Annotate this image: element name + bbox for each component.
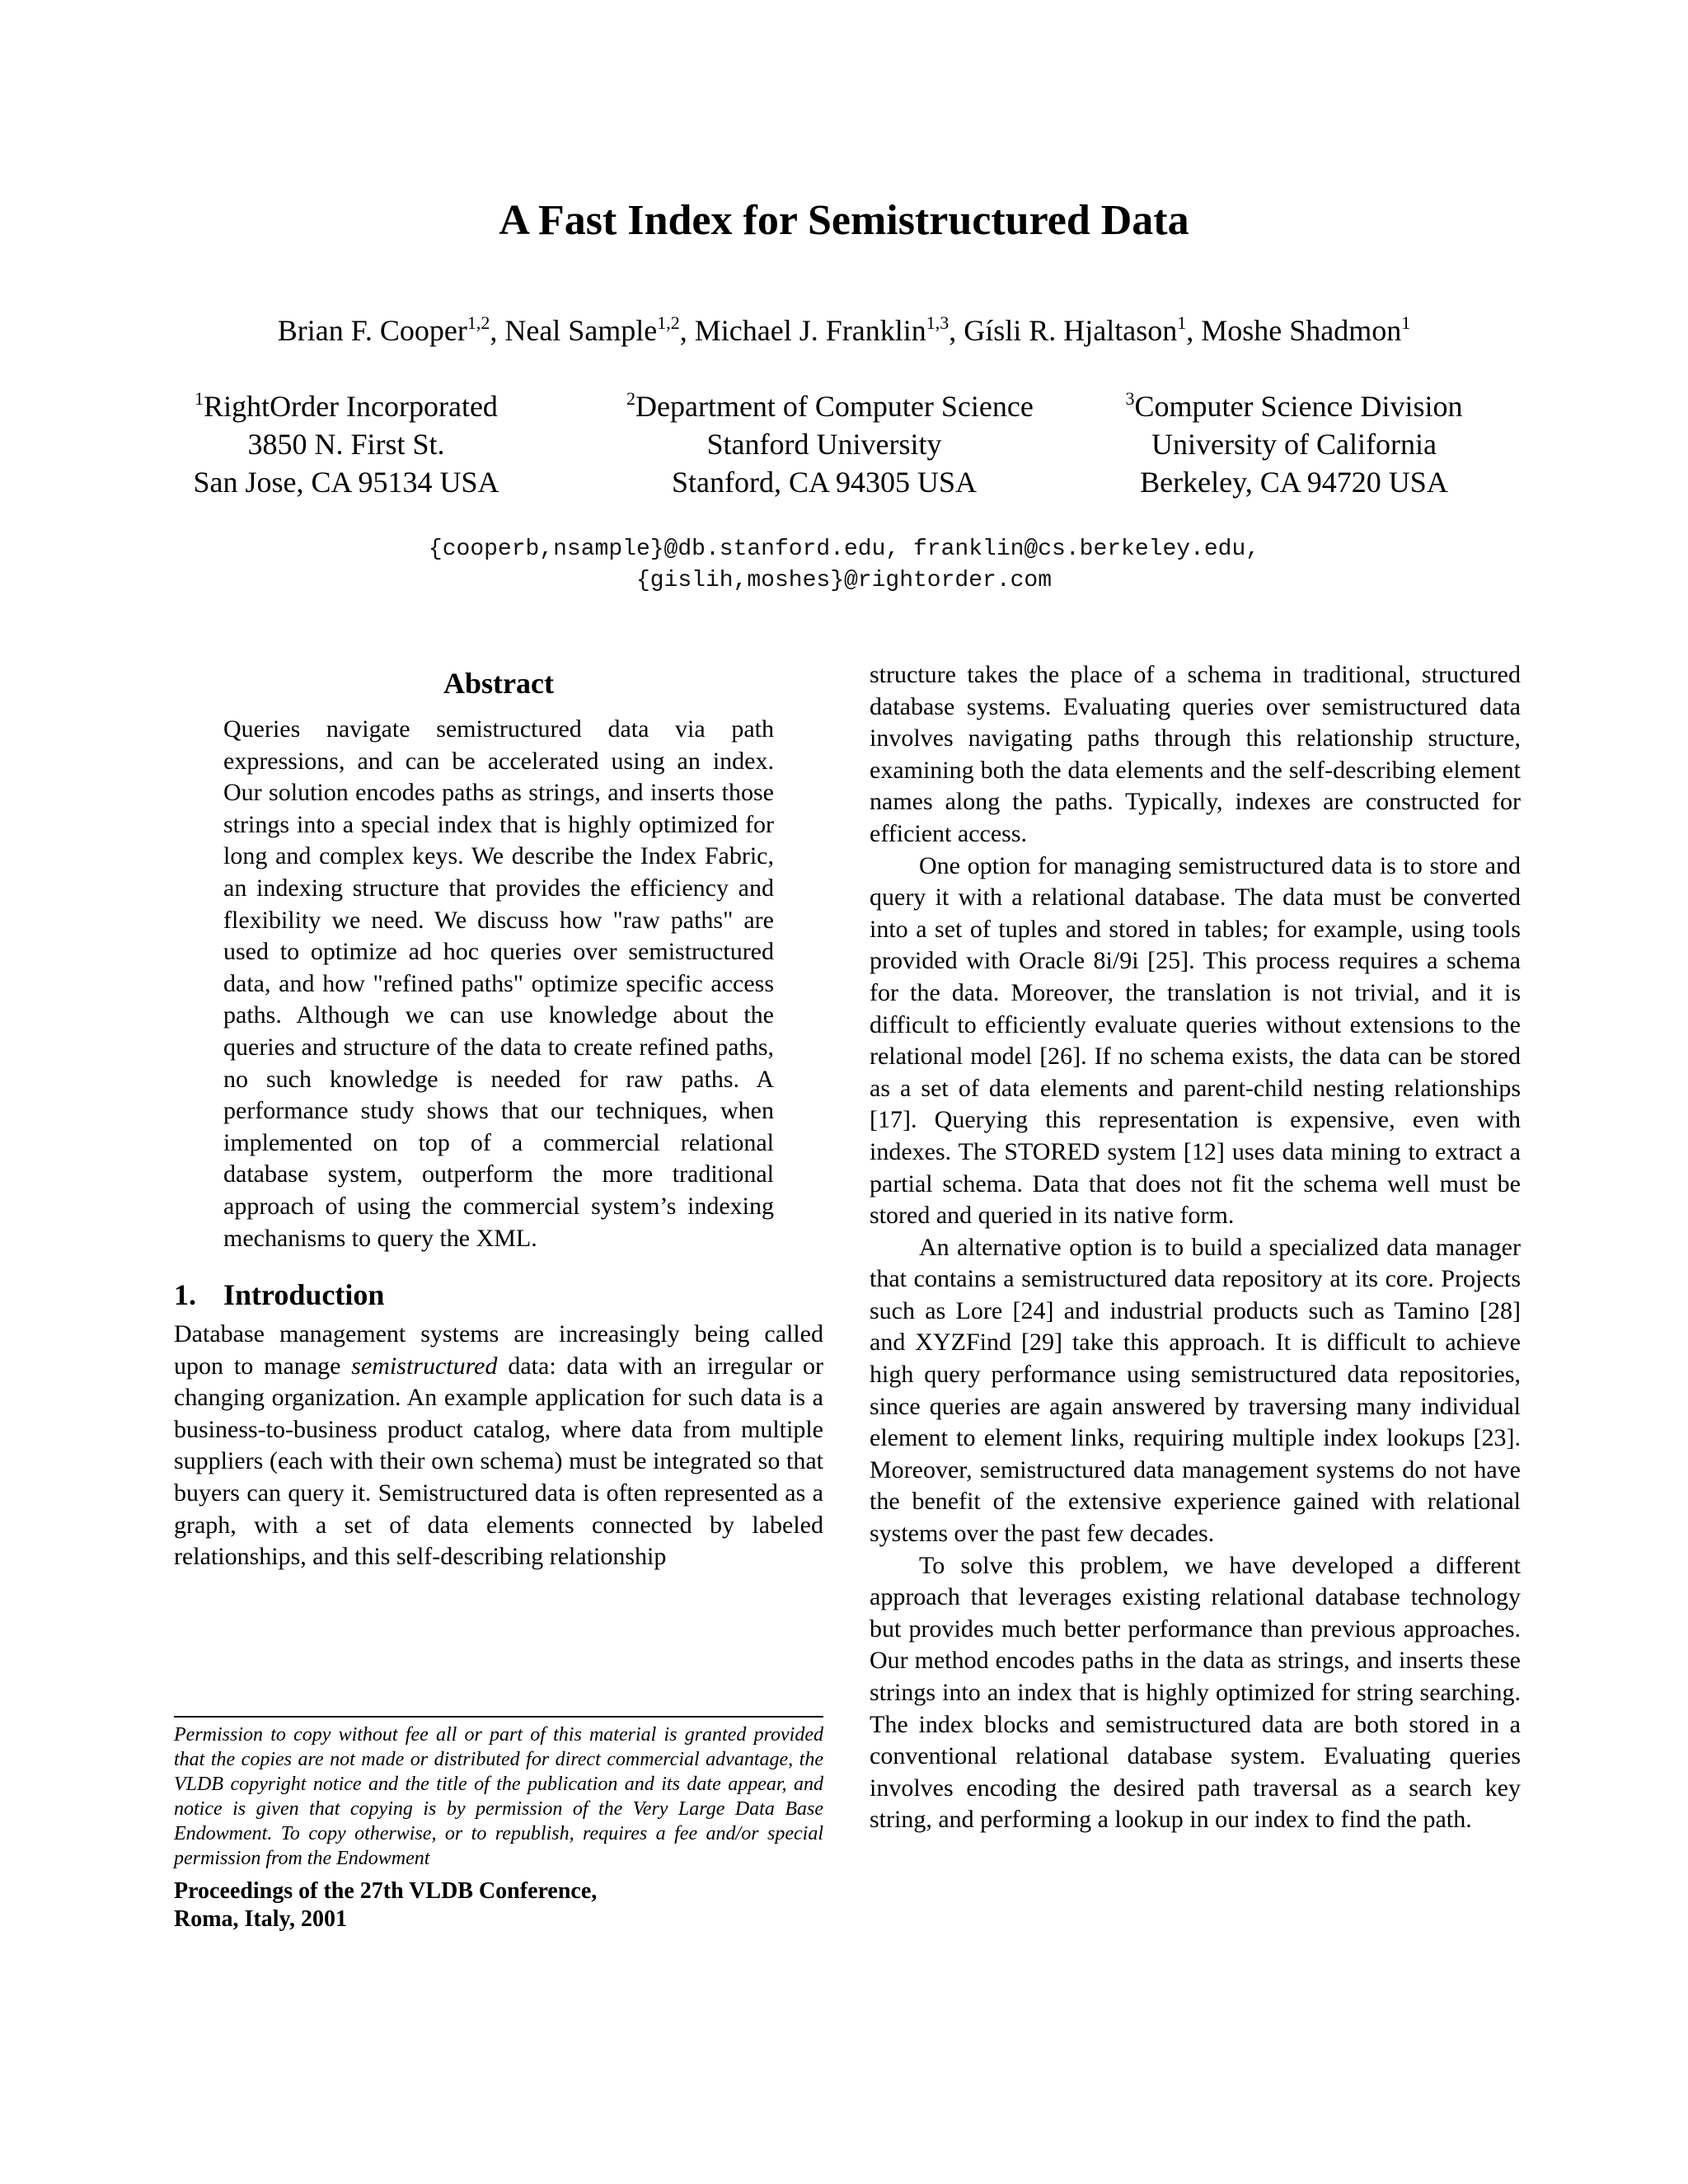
right-column (870, 659, 1521, 1836)
affiliation-mark: 2 (626, 388, 635, 409)
body-paragraph: One option for managing semistructured data is to store and query it with a relational database. The data must be converted into a set of tuples and stored in tables; for example, using tools provided with Oracle 8i/9i [25]. This process requires a schema for the data. Moreover, the translation is not trivial, and it is difficult to efficiently evaluate queries without extensions to the relational model [26]. If no schema exists, the data can be stored as a set of data elements and parent-child nesting relationships [17]. Querying this representation is expensive, even with indexes. The STORED system [12] uses data mining to extract a partial schema. Data that does not fit the schema well must be stored and queried in its native form. (870, 851, 1521, 1230)
intro-paragraph (174, 1319, 823, 1573)
author-separator: , (490, 314, 505, 347)
author-affiliation-mark: 1 (1401, 312, 1411, 333)
permission-notice: Permission to copy without fee all or part of this material is granted provided that the copies are not made or distributed for direct commercial advantage, the VLDB copyright notice and the title of the publication and its date appear, and notice is given that copying is by permission of the Very Large Data Base Endowment. To copy otherwise, or to republish, requires a fee and/or special permission from the Endowment (174, 1724, 823, 1869)
author-name: Brian F. Cooper (277, 314, 467, 347)
affiliation-stanford (626, 387, 1034, 501)
proceedings-info (174, 1877, 823, 1933)
author-separator: , (1186, 314, 1202, 347)
emphasis-text: semistructured (351, 1352, 498, 1380)
section-number: 1. (174, 1278, 196, 1312)
affiliation-mark: 3 (1125, 388, 1135, 409)
author-affiliation-mark: 1,2 (467, 312, 490, 333)
author-affiliation-mark: 1,2 (657, 312, 680, 333)
text-run: data: data with an irregular or changing organization. An example application for such data is a business-to-business product catalog, where data from multiple suppliers (each with their own schema) must be integrated so that buyers can query it. Semistructured data is often represented as a graph, with a set of data elements connected by labeled relationships, and this self-describing relationship (174, 1352, 823, 1571)
author-name: Gísli R. Hjaltason (964, 314, 1178, 347)
abstract-text: Queries navigate semistructured data via path expressions, and can be accelerated using an index. Our solution encodes paths as strings, and inserts those strings into a special index that is highly optimized for long and complex keys. We describe the Index Fabric, an indexing structure that provides the efficiency and flexibility we need. We discuss how "raw paths" are used to optimize ad hoc queries over semistructured data, and how "refined paths" optimize specific access paths. Although we can use knowledge about the queries and structure of the data to create refined paths, no such knowledge is needed for raw paths. A performance study shows that our techniques, when implemented on top of a commercial relational database system, outperform the more traditional approach of using the commercial system’s indexing mechanisms to query the XML. (223, 715, 774, 1252)
paper-title: A Fast Index for Semistructured Data (499, 197, 1189, 244)
affiliation-line (1096, 387, 1492, 425)
section-title: Introduction (223, 1278, 385, 1312)
email-line: {cooperb,nsample}@db.stanford.edu, franklin@cs.berkeley.edu, (428, 537, 1260, 562)
author-name: Neal Sample (504, 314, 658, 347)
section-heading-introduction (174, 1277, 823, 1312)
footnote-divider (174, 1716, 823, 1718)
author-separator: , (679, 314, 695, 347)
author-affiliation-mark: 1,3 (926, 312, 950, 333)
affiliation-line (626, 387, 1034, 425)
author-affiliation-mark: 1 (1177, 312, 1187, 333)
affiliation-street: 3850 N. First St. (247, 428, 445, 461)
proceedings-line: Roma, Italy, 2001 (174, 1906, 347, 1932)
author-name: Moshe Shadmon (1201, 314, 1402, 347)
body-paragraph: structure takes the place of a schema in traditional, structured database systems. Evaluating queries over semistructured data involves navigating paths through this relationship structure, examining both the data elements and the self-describing element names along the paths. Typically, indexes are constructed for efficient access. (870, 661, 1521, 847)
affiliation-line (148, 387, 544, 425)
affiliation-street: Stanford University (706, 428, 942, 461)
author-separator: , (949, 314, 964, 347)
abstract-body (223, 714, 774, 1254)
affiliation-mark: 1 (195, 388, 204, 409)
affiliation-street: University of California (1151, 428, 1437, 461)
affiliation-org: RightOrder Incorporated (204, 390, 498, 423)
affiliation-city: Berkeley, CA 94720 USA (1140, 466, 1448, 499)
proceedings-line: Proceedings of the 27th VLDB Conference, (174, 1878, 598, 1904)
affiliation-org: Computer Science Division (1134, 390, 1463, 423)
affiliation-berkeley (1096, 387, 1492, 501)
email-addresses (0, 534, 1688, 597)
body-paragraph: An alternative option is to build a specialized data manager that contains a semistructured data repository at its core. Projects such as Lore [24] and industrial products such as Tamino [28] and XYZFind [29] take this approach. It is difficult to achieve high query performance using semistructured data repositories, since queries are again answered by traversing many individual element to element links, requiring multiple index lookups [23]. Moreover, semistructured data management systems do not have the benefit of the extensive experience gained with relational systems over the past few decades. (870, 1233, 1521, 1548)
text-run: Database management systems are increasingly being called upon to manage (174, 1320, 823, 1380)
abstract-heading: Abstract (443, 667, 554, 700)
author-name: Michael J. Franklin (694, 314, 926, 347)
body-paragraph: To solve this problem, we have developed a different approach that leverages existing relational database technology but provides much better performance than previous approaches. Our method encodes paths in the data as strings, and inserts these strings into an index that is highly optimized for string searching. The index blocks and semistructured data are both stored in a conventional relational database system. Evaluating queries involves encoding the desired path traversal as a search key string, and performing a lookup in our index to find the path. (870, 1551, 1521, 1834)
affiliation-rightorder (148, 387, 544, 501)
affiliation-city: San Jose, CA 95134 USA (193, 466, 499, 499)
affiliation-org: Department of Computer Science (635, 390, 1034, 423)
copyright-footnote (174, 1716, 823, 1933)
author-list (0, 313, 1688, 348)
affiliation-city: Stanford, CA 94305 USA (671, 466, 978, 499)
left-column (174, 659, 823, 1573)
email-line: {gislih,moshes}@rightorder.com (635, 568, 1053, 593)
